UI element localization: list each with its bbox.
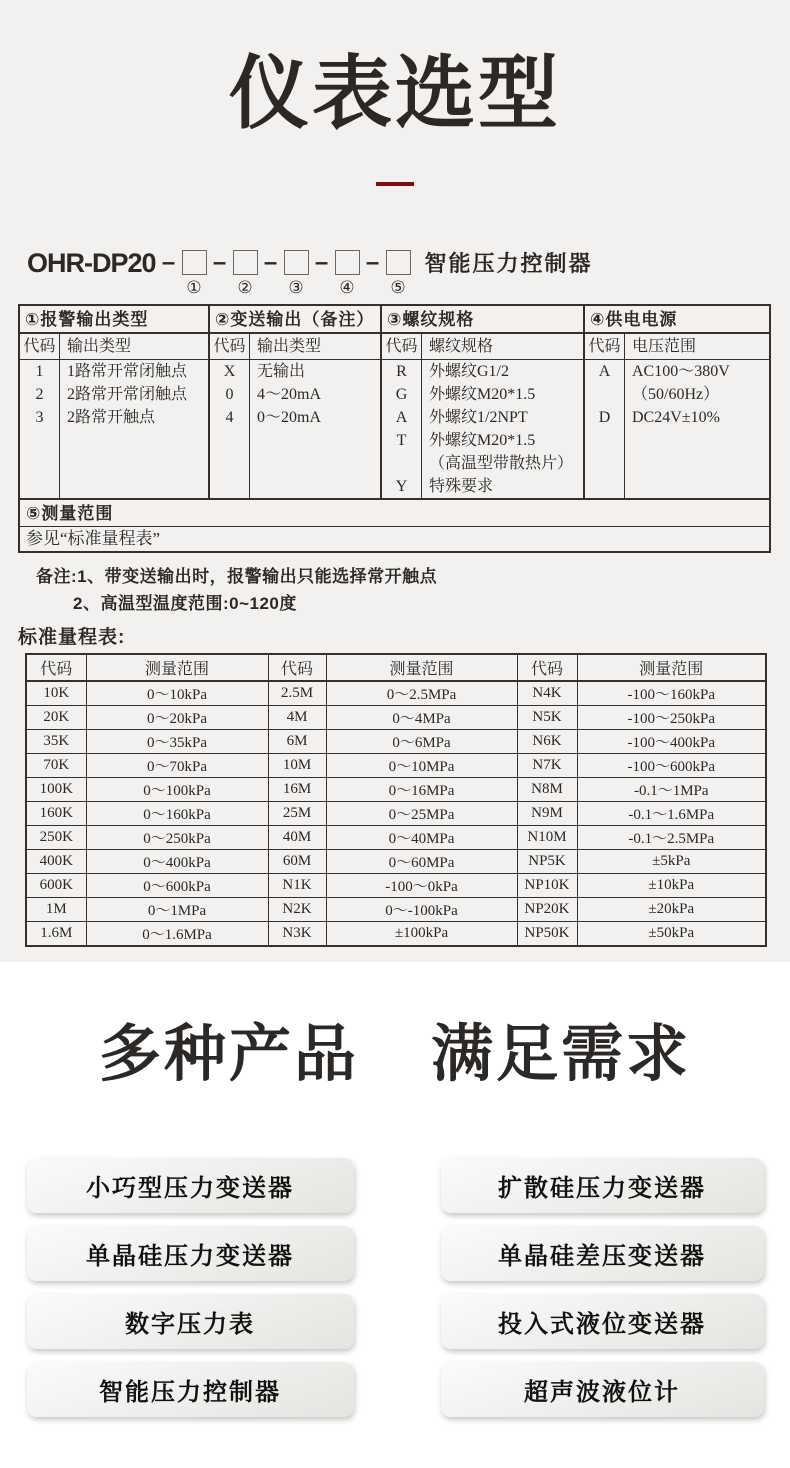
selection-block-3	[382, 306, 585, 498]
range-cell: -100～160kPa	[577, 681, 766, 706]
table-row	[26, 778, 766, 802]
value-column	[250, 360, 380, 498]
slot-number: ②	[237, 278, 253, 297]
range-header-cell: 代码	[26, 654, 86, 681]
value-column	[422, 360, 583, 498]
range-header-cell: 测量范围	[326, 654, 517, 681]
table-row	[26, 874, 766, 898]
selection-block-2	[210, 306, 382, 498]
code-cell: D	[598, 409, 611, 426]
dash: –	[212, 249, 227, 276]
product-button-6[interactable]: 投入式液位变送器	[441, 1294, 764, 1349]
model-code-line	[27, 250, 790, 296]
value-cell: 外螺纹M20*1.5	[429, 432, 536, 449]
model-slot	[284, 250, 309, 296]
range-header-cell: 测量范围	[577, 654, 766, 681]
range-table-header-row	[26, 654, 766, 681]
value-header: 螺纹规格	[429, 338, 494, 355]
code-column	[382, 360, 422, 498]
selection-block-4	[585, 306, 769, 498]
value-cell: （50/60Hz）	[632, 386, 720, 403]
code-cell: 1	[35, 363, 44, 380]
table-row	[26, 922, 766, 947]
code-cell: 0	[225, 386, 234, 403]
range-cell: 70K	[26, 754, 86, 778]
dash: –	[314, 249, 329, 276]
model-slot	[335, 250, 360, 296]
block-body	[382, 360, 583, 498]
range-cell: N9M	[517, 802, 577, 826]
range-cell: N8M	[517, 778, 577, 802]
code-cell: A	[598, 363, 611, 380]
range-cell: 0～60MPa	[326, 850, 517, 874]
remarks	[36, 563, 790, 617]
range-cell: 0～2.5MPa	[326, 681, 517, 706]
product-button-3[interactable]: 单晶硅压力变送器	[27, 1226, 354, 1281]
value-cell: 外螺纹M20*1.5	[429, 386, 536, 403]
block-headers	[210, 334, 380, 360]
range-cell: 0～6MPa	[326, 730, 517, 754]
code-column	[20, 360, 60, 498]
slot-number: ④	[339, 278, 355, 297]
block-body	[585, 360, 769, 498]
code-box	[284, 250, 309, 275]
block-body	[20, 360, 208, 498]
code-column	[210, 360, 250, 498]
range-cell: -100～600kPa	[577, 754, 766, 778]
code-cell: G	[395, 386, 408, 403]
range-cell: ±10kPa	[577, 874, 766, 898]
table-row	[26, 681, 766, 706]
range-section-note: 参见“标准量程表”	[20, 526, 769, 551]
model-slots	[156, 250, 411, 296]
range-cell: N2K	[268, 898, 326, 922]
code-box	[233, 250, 258, 275]
product-button-5[interactable]: 数字压力表	[27, 1294, 354, 1349]
value-cell: 特殊要求	[429, 478, 494, 495]
range-cell: 100K	[26, 778, 86, 802]
model-slot	[233, 250, 258, 296]
value-cell: 外螺纹G1/2	[429, 363, 510, 380]
selection-table-blocks	[20, 306, 769, 498]
range-cell: NP20K	[517, 898, 577, 922]
table-row	[26, 898, 766, 922]
range-cell: 400K	[26, 850, 86, 874]
products-section	[0, 962, 790, 1417]
range-section-title: ⑤测量范围	[20, 498, 769, 526]
range-cell: -0.1～1MPa	[577, 778, 766, 802]
range-cell: 0～40MPa	[326, 826, 517, 850]
code-box	[335, 250, 360, 275]
range-cell: 0～16MPa	[326, 778, 517, 802]
range-cell: NP10K	[517, 874, 577, 898]
range-header-cell: 测量范围	[86, 654, 268, 681]
title-divider	[376, 182, 414, 186]
range-cell: 6M	[268, 730, 326, 754]
code-box	[386, 250, 411, 275]
value-column	[625, 360, 769, 498]
code-header: 代码	[20, 334, 60, 359]
range-cell: 0～4MPa	[326, 706, 517, 730]
product-button-7[interactable]: 智能压力控制器	[27, 1362, 354, 1417]
block-title: ②变送输出（备注）	[210, 306, 380, 334]
range-cell: ±100kPa	[326, 922, 517, 947]
range-header-cell: 代码	[517, 654, 577, 681]
code-header: 代码	[210, 334, 250, 359]
range-cell: 0～10kPa	[86, 681, 268, 706]
code-cell: Y	[395, 478, 408, 495]
page-title: 仪表选型	[229, 49, 561, 138]
slot-number: ①	[186, 278, 202, 297]
table-row	[26, 826, 766, 850]
block-title: ④供电电源	[585, 306, 769, 334]
range-header-cell: 代码	[268, 654, 326, 681]
table-row	[26, 706, 766, 730]
value-cell: （高温型带散热片）	[429, 455, 574, 472]
range-cell: N7K	[517, 754, 577, 778]
code-cell: A	[395, 409, 408, 426]
range-cell: 0～160kPa	[86, 802, 268, 826]
model-slot	[182, 250, 207, 296]
product-button-1[interactable]: 小巧型压力变送器	[27, 1158, 354, 1213]
value-cell: 无输出	[257, 363, 306, 380]
value-cell: 2路常开常闭触点	[67, 386, 188, 403]
value-header: 电压范围	[632, 338, 697, 355]
code-cell: 4	[225, 409, 234, 426]
range-cell: 1.6M	[26, 922, 86, 947]
range-cell: -100～250kPa	[577, 706, 766, 730]
selection-block-1	[20, 306, 210, 498]
range-cell: 0～1.6MPa	[86, 922, 268, 947]
range-cell: 40M	[268, 826, 326, 850]
products-title-right: 满足需求	[431, 1020, 692, 1089]
range-cell: 4M	[268, 706, 326, 730]
range-cell: 0～20kPa	[86, 706, 268, 730]
code-box	[182, 250, 207, 275]
range-cell: 10M	[268, 754, 326, 778]
code-header: 代码	[382, 334, 422, 359]
range-cell: 0～400kPa	[86, 850, 268, 874]
products-title	[0, 962, 790, 1089]
range-cell: N4K	[517, 681, 577, 706]
range-cell: 600K	[26, 874, 86, 898]
code-cell: 2	[35, 386, 44, 403]
table-row	[26, 730, 766, 754]
dash: –	[365, 249, 380, 276]
code-cell: R	[396, 363, 407, 380]
code-cell: T	[396, 432, 407, 449]
range-cell: 0～600kPa	[86, 874, 268, 898]
model-slot	[386, 250, 411, 296]
range-cell: -0.1～2.5MPa	[577, 826, 766, 850]
value-cell: AC100～380V	[632, 363, 730, 380]
product-button-4[interactable]: 单晶硅差压变送器	[441, 1226, 764, 1281]
range-cell: NP50K	[517, 922, 577, 947]
model-prefix: OHR-DP20	[27, 248, 156, 278]
value-cell: DC24V±10%	[632, 409, 720, 426]
product-button-2[interactable]: 扩散硅压力变送器	[441, 1158, 764, 1213]
block-title: ①报警输出类型	[20, 306, 208, 334]
range-cell: 250K	[26, 826, 86, 850]
value-cell: 4～20mA	[257, 386, 322, 403]
code-cell: 3	[35, 409, 44, 426]
remark-line-1: 备注:1、带变送输出时，报警输出只能选择常开触点	[36, 567, 438, 586]
product-buttons	[0, 1158, 790, 1417]
block-headers	[20, 334, 208, 360]
products-title-left: 多种产品	[98, 1020, 359, 1089]
range-cell: 1M	[26, 898, 86, 922]
range-cell: 2.5M	[268, 681, 326, 706]
table-row	[26, 754, 766, 778]
value-column	[60, 360, 208, 498]
value-cell: 2路常开触点	[67, 409, 156, 426]
value-header: 输出类型	[257, 338, 322, 355]
range-cell: 25M	[268, 802, 326, 826]
range-cell: N1K	[268, 874, 326, 898]
product-button-8[interactable]: 超声波液位计	[441, 1362, 764, 1417]
range-cell: -0.1～1.6MPa	[577, 802, 766, 826]
value-cell: 0～20mA	[257, 409, 322, 426]
range-cell: 0～35kPa	[86, 730, 268, 754]
table-row	[26, 802, 766, 826]
range-table-caption: 标准量程表:	[18, 627, 126, 648]
range-cell: N5K	[517, 706, 577, 730]
range-cell: 160K	[26, 802, 86, 826]
value-cell: 外螺纹1/2NPT	[429, 409, 528, 426]
table-row	[26, 850, 766, 874]
range-table-body	[26, 681, 766, 946]
range-cell: 0～10MPa	[326, 754, 517, 778]
range-cell: 0～1MPa	[86, 898, 268, 922]
value-header: 输出类型	[67, 338, 132, 355]
code-cell: X	[223, 363, 236, 380]
block-headers	[585, 334, 769, 360]
standard-range-table	[25, 653, 767, 947]
range-cell: 10K	[26, 681, 86, 706]
block-headers	[382, 334, 583, 360]
range-cell: 60M	[268, 850, 326, 874]
range-cell: -100～0kPa	[326, 874, 517, 898]
range-cell: N10M	[517, 826, 577, 850]
range-cell: 0～100kPa	[86, 778, 268, 802]
code-cell	[585, 383, 624, 406]
slot-number: ⑤	[390, 278, 406, 297]
range-cell: N3K	[268, 922, 326, 947]
selection-table	[18, 304, 771, 553]
range-cell: 35K	[26, 730, 86, 754]
slot-number: ③	[288, 278, 304, 297]
dash: –	[161, 249, 176, 276]
range-cell: 0～70kPa	[86, 754, 268, 778]
range-cell: 20K	[26, 706, 86, 730]
range-cell: 0～250kPa	[86, 826, 268, 850]
range-cell: N6K	[517, 730, 577, 754]
range-cell: ±20kPa	[577, 898, 766, 922]
value-cell: 1路常开常闭触点	[67, 363, 188, 380]
code-cell	[382, 452, 421, 475]
remark-line-2: 2、高温型温度范围:0~120度	[73, 594, 297, 613]
range-cell: NP5K	[517, 850, 577, 874]
block-body	[210, 360, 380, 498]
dash: –	[263, 249, 278, 276]
code-header: 代码	[585, 334, 625, 359]
code-column	[585, 360, 625, 498]
range-cell: -100～400kPa	[577, 730, 766, 754]
range-cell: 0～-100kPa	[326, 898, 517, 922]
block-title: ③螺纹规格	[382, 306, 583, 334]
range-cell: 0～25MPa	[326, 802, 517, 826]
model-name: 智能压力控制器	[424, 251, 593, 276]
range-cell: ±5kPa	[577, 850, 766, 874]
range-cell: ±50kPa	[577, 922, 766, 947]
range-cell: 16M	[268, 778, 326, 802]
